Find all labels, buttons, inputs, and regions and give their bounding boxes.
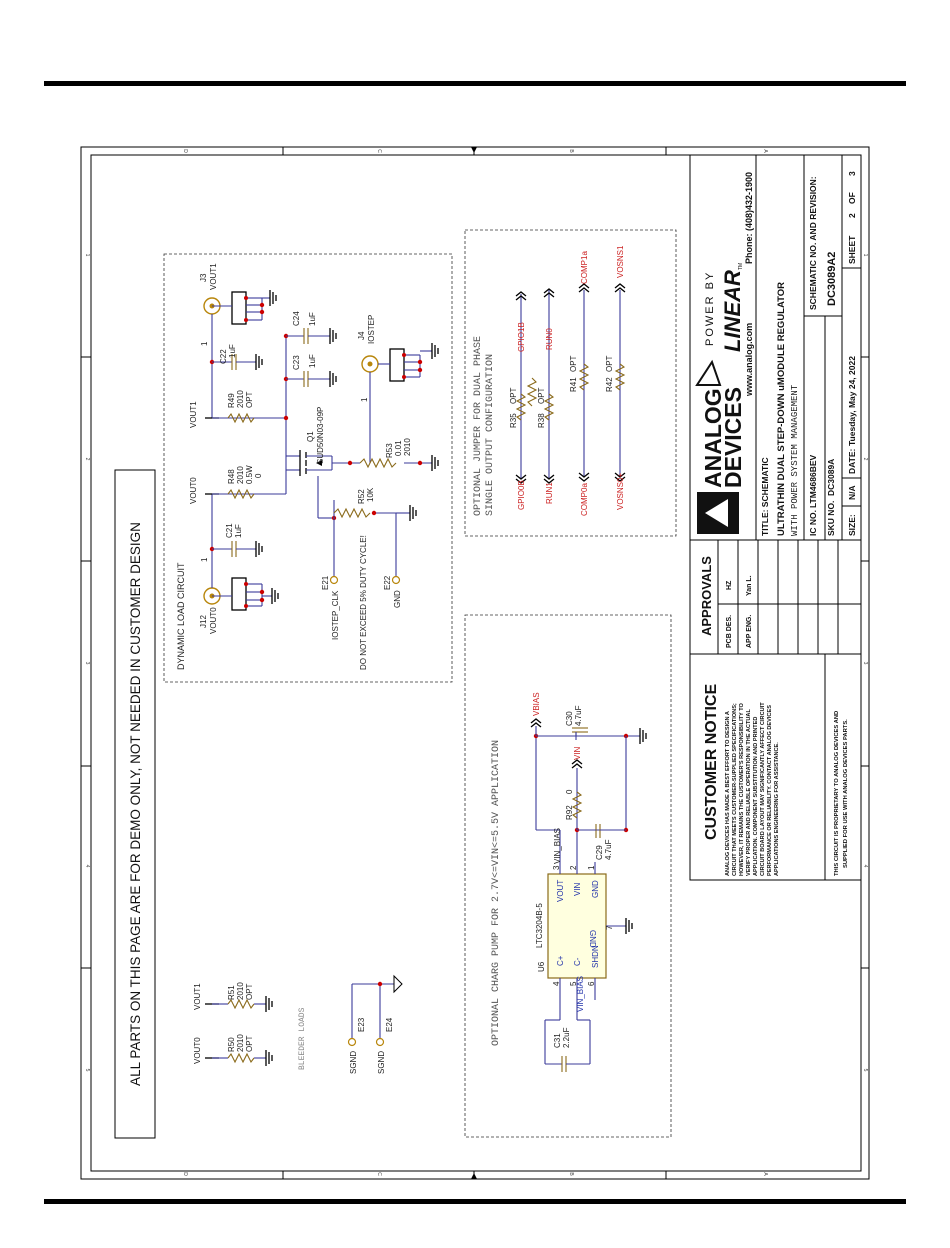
approvals-title: APPROVALS	[699, 556, 714, 636]
size-value: N/A	[847, 485, 857, 500]
e21-ref: E21	[321, 575, 330, 590]
customer-notice-line-4: VERIFY PROPER AND RELIABLE OPERATION IN THE ACTUAL	[746, 709, 752, 876]
zone-num-l1: 1	[84, 253, 90, 257]
r48-ref: R48	[227, 469, 236, 484]
j4-pin: 1	[360, 397, 369, 402]
c24-val: 1uF	[308, 312, 317, 326]
q1-part: SUD50N03-09P	[316, 406, 325, 464]
zone-num-l5: 5	[84, 1068, 90, 1072]
r92-ref: R92	[565, 805, 574, 820]
zone-num-r4: 4	[862, 864, 868, 868]
customer-notice-line-7: PERFORMANCE OR RELIABILITY. CONTACT ANALOG DEVICES	[767, 705, 773, 876]
size-label: SIZE:	[847, 514, 857, 536]
pin-num-4: 4	[552, 981, 561, 986]
zone-num-l3: 3	[84, 661, 90, 665]
zone-letter-bot-a: A	[762, 1172, 768, 1176]
date-value: Tuesday, May 24, 2022	[847, 356, 857, 446]
ic-label: IC NO.	[808, 510, 818, 536]
r38-ref: R38	[537, 413, 546, 428]
c23-ref: C23	[292, 355, 301, 370]
u6-pin-vout: VOUT	[556, 879, 565, 902]
r42-val: OPT	[605, 355, 614, 372]
j3-pin: 1	[200, 341, 209, 346]
r48-l2: 0.5W	[245, 465, 254, 484]
zone-letter-bot-d: D	[182, 1172, 188, 1176]
ic-value: LTM4686BEV	[808, 454, 818, 508]
j3-ref: J3	[199, 273, 208, 282]
c22-ref: C22	[219, 349, 228, 364]
c31-ref: C31	[553, 1033, 562, 1048]
zone-letter-bot-b: B	[568, 1172, 574, 1176]
linear-logo-mark	[697, 362, 720, 385]
date-label: DATE:	[847, 448, 857, 474]
c29-val: 4.7uF	[604, 839, 613, 860]
zone-letter-top-b: B	[568, 149, 574, 153]
vout0-rail	[205, 490, 286, 588]
r50-ref: R50	[227, 1037, 236, 1052]
r41-right: COMP1a	[580, 251, 589, 284]
sku-label: SKU NO.	[826, 500, 836, 536]
brand-linear: LINEAR	[720, 270, 745, 352]
r49-ref: R49	[227, 393, 236, 408]
vin-bias-label-b: VIN_BIAS	[576, 975, 585, 1012]
c23-val: 1uF	[308, 354, 317, 368]
zone-num-r2: 2	[862, 457, 868, 461]
bottom-bar	[44, 1199, 906, 1204]
brand-tm: TM	[738, 262, 744, 270]
zone-num-r3: 3	[862, 661, 868, 665]
app-eng-label: APP ENG.	[746, 614, 753, 648]
r42-ref: R42	[605, 377, 614, 392]
c31-val: 2.2uF	[562, 1027, 571, 1048]
sheet-label: SHEET	[847, 235, 857, 264]
zone-letter-top-a: A	[762, 149, 768, 153]
zone-num-r5: 5	[862, 1068, 868, 1072]
powered-by: POWER BY	[704, 270, 716, 346]
charge-pump-title: OPTIONAL CHARG PUMP FOR 2.7V<=VIN<=5.5V APPLICATION	[491, 739, 502, 1046]
brand-devices: DEVICES	[720, 387, 746, 488]
u6-pin-cminus: C-	[573, 957, 582, 966]
customer-notice-line-8: APPLICATIONS ENGINEERING FOR ASSISTANCE.	[774, 742, 780, 876]
u6-part: LTC3204B-5	[535, 903, 544, 948]
sku-value: DC3089A	[826, 458, 836, 496]
customer-notice-line-3: HOWEVER, IT REMAINS THE CUSTOMER'S RESPONSIBILITY TO	[739, 703, 745, 876]
analog-devices-logo	[697, 492, 739, 534]
c21-ref: C21	[225, 523, 234, 538]
pin-num-3: 3	[552, 865, 561, 870]
customer-notice-line-2: CIRCUIT THAT MEETS CUSTOMER-SUPPLIED SPECIFICATIONS;	[732, 703, 738, 876]
r50-l1: 2010	[236, 1034, 245, 1052]
inner-frame	[91, 155, 861, 1171]
zone-letter-bot-c: C	[376, 1172, 382, 1176]
j4-name: IOSTEP	[367, 314, 376, 344]
jumper-title-2: SINGLE OUTPUT CONFIGURATION	[485, 353, 496, 516]
e23-ref: E23	[357, 1017, 366, 1032]
e24-ref: E24	[385, 1017, 394, 1032]
bleeder-title: BLEEDER LOADS	[298, 1007, 307, 1070]
proprietary-line-1: THIS CIRCUIT IS PROPRIETARY TO ANALOG DEVICES AND	[834, 710, 840, 876]
r49-l2: OPT	[245, 391, 254, 408]
of-value: 3	[847, 171, 857, 176]
of-label: OF	[847, 192, 857, 204]
r49-l1: 2010	[236, 390, 245, 408]
r92-val: 0	[565, 789, 574, 794]
drain-node	[284, 328, 336, 494]
outer-frame	[81, 147, 869, 1179]
title-line-1: ULTRATHIN DUAL STEP-DOWN uMODULE REGULATOR	[776, 281, 787, 536]
u6-pin-gnd7: GND	[588, 930, 597, 948]
top-bar	[44, 81, 906, 86]
c21-val: 1uF	[234, 524, 243, 538]
r51-l1: 2010	[236, 982, 245, 1000]
zone-letter-top-c: C	[376, 149, 382, 153]
c22-val: 1uF	[228, 344, 237, 358]
r38-right: RUN0	[545, 328, 554, 350]
q1-mosfet	[300, 450, 360, 494]
r35-left: GPIO0B	[517, 480, 526, 510]
dynamic-load-title: DYNAMIC LOAD CIRCUIT	[176, 562, 186, 670]
frame-arrow-top	[471, 147, 477, 153]
r42-right: VOSNS1	[616, 245, 625, 278]
duty-cycle-warning: DO NOT EXCEED 5% DUTY CYCLE!	[359, 535, 368, 670]
u6-pin-shdn: SHDN	[591, 945, 600, 968]
j12-name: VOUT0	[209, 607, 218, 634]
customer-notice-line-1: ANALOG DEVICES HAS MADE A BEST EFFORT TO DESIGN A	[725, 711, 731, 876]
sheet-value: 2	[847, 213, 857, 218]
schematic-value: DC3089A2	[826, 251, 838, 306]
customer-notice-line-6: CIRCUIT BOARD LAYOUT MAY SIGNIFICANTLY AFFECT CIRCUIT	[760, 702, 766, 876]
j3-connector	[204, 290, 276, 324]
r35-val: OPT	[509, 387, 518, 404]
r48-l1: 2010	[236, 466, 245, 484]
pin-num-5: 5	[569, 981, 578, 986]
vbias-label: VBIAS	[532, 692, 541, 716]
r51-net: VOUT1	[193, 983, 202, 1010]
zone-num-r1: 1	[862, 253, 868, 257]
demo-notice-text: ALL PARTS ON THIS PAGE ARE FOR DEMO ONLY, NOT NEEDED IN CUSTOMER DESIGN	[128, 522, 143, 1086]
e24-name: SGND	[377, 1050, 386, 1074]
e21-name: IOSTEP_CLK	[331, 590, 340, 640]
zone-num-l4: 4	[84, 864, 90, 868]
pin-num-7: 7	[605, 925, 614, 930]
c30-ref: C30	[565, 711, 574, 726]
pin-num-6: 6	[587, 981, 596, 986]
r48-l3: 0	[254, 473, 263, 478]
pcb-des-value: HZ	[726, 580, 733, 590]
customer-notice-line-5: APPLICATION. COMPONENT SUBSTITUTION AND PRINTED	[753, 716, 759, 876]
r51-ref: R51	[227, 985, 236, 1000]
jumper-title-1: OPTIONAL JUMPER FOR DUAL PHASE	[473, 335, 484, 516]
app-eng-value: Yan L.	[746, 575, 753, 596]
r41-left: COMP0a	[580, 483, 589, 516]
r35-right: GPIO1B	[517, 322, 526, 352]
j4-ref: J4	[357, 331, 366, 340]
j12-pin: 1	[200, 557, 209, 562]
proprietary-line-2: SUPPLIED FOR USE WITH ANALOG DEVICES PARTS.	[843, 719, 849, 868]
e22-name: GND	[393, 590, 402, 608]
c24-ref: C24	[292, 311, 301, 326]
zone-ticks	[81, 147, 869, 1179]
j3-name: VOUT1	[209, 263, 218, 290]
r53-l2: 2010	[403, 438, 412, 456]
r41-val: OPT	[569, 355, 578, 372]
e23-name: SGND	[349, 1050, 358, 1074]
j12-connector	[204, 578, 278, 610]
title-label: TITLE: SCHEMATIC	[760, 457, 770, 536]
u6-ref: U6	[537, 961, 546, 972]
vout1-label: VOUT1	[189, 401, 198, 428]
pin-num-1: 1	[587, 865, 596, 870]
r35-ref: R35	[509, 413, 518, 428]
r38-left: RUN1	[545, 482, 554, 504]
c30-val: 4.7uF	[574, 705, 583, 726]
r52-ref: R52	[357, 489, 366, 504]
phone: Phone: (408)432-1900	[744, 171, 754, 264]
j12-ref: J12	[199, 615, 208, 628]
zone-num-l2: 2	[84, 457, 90, 461]
r53-l1: 0.01	[394, 440, 403, 456]
r41-ref: R41	[569, 377, 578, 392]
website: www.analog.com	[744, 322, 754, 396]
u6-pin-cplus: C+	[556, 955, 565, 966]
r52-val: 10K	[366, 487, 375, 502]
q1-ref: Q1	[306, 431, 315, 442]
r38-val: OPT	[537, 387, 546, 404]
vin-label: VIN	[573, 746, 582, 760]
e22-ref: E22	[383, 575, 392, 590]
vin-bias-label-a: VIN_BIAS	[553, 827, 562, 864]
customer-notice-title: CUSTOMER NOTICE	[703, 683, 720, 840]
title-line-2: WITH POWER SYSTEM MANAGEMENT	[790, 384, 800, 536]
pin-num-2: 2	[569, 865, 578, 870]
r50-net: VOUT0	[193, 1037, 202, 1064]
c29-ref: C29	[595, 845, 604, 860]
vout0-label: VOUT0	[189, 477, 198, 504]
pcb-des-label: PCB DES.	[726, 614, 733, 648]
r50-l2: OPT	[245, 1035, 254, 1052]
r42-left: VOSNS0+	[616, 472, 625, 510]
zone-letter-top-d: D	[182, 149, 188, 153]
frame-arrow-bottom	[471, 1173, 477, 1179]
u6-pin-vin: VIN	[573, 882, 582, 896]
u6-pin-gnd: GND	[591, 880, 600, 898]
r53-ref: R53	[385, 443, 394, 458]
r51-l2: OPT	[245, 983, 254, 1000]
schematic-label: SCHEMATIC NO. AND REVISION:	[808, 176, 818, 310]
brand-analog: ANALOG	[700, 388, 726, 488]
